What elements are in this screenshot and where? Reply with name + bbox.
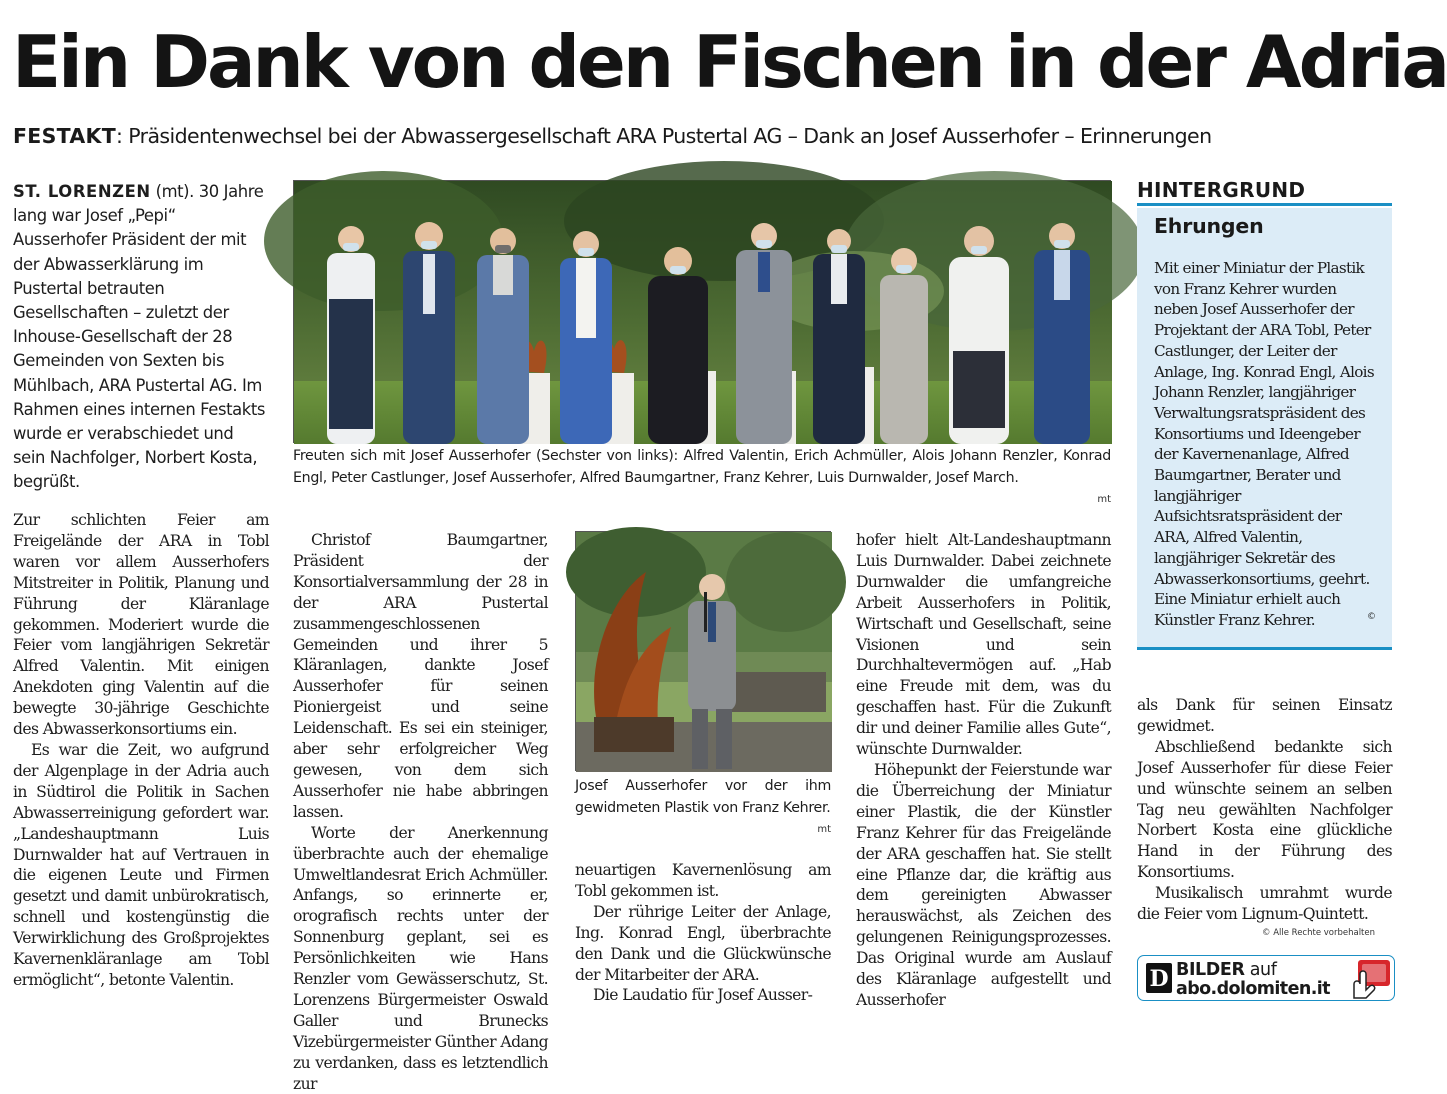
promo-line-1 (1176, 960, 1277, 980)
sidebar-label: HINTERGRUND (1137, 178, 1392, 206)
col1-paragraph-1: Zur schlichten Feier am Freigelände der ARA in Tobl waren vor allem Ausserhofers Mitstreiter in Politik, Planung und Führung der Kläranlage gekommen. Moderiert wurde die Feier vom langjährigen Sekretär Alfred Valentin. Mit einigen Anekdoten ging Valentin auf die bewegte 30-jährige Geschichte des Abwasserkonsortiums ein. (13, 511, 269, 739)
logo-letter: D (1149, 966, 1169, 992)
col5-paragraph-3: Musikalisch umrahmt wurde die Feier vom Lignum-Quintett. (1137, 884, 1392, 924)
tap-hand-icon (1348, 958, 1394, 1000)
portrait-photo-caption: Josef Ausserhofer vor der ihm gewidmeten Plastik von Franz Kehrer. (575, 778, 831, 816)
sidebar-copyright: © (1367, 612, 1376, 622)
subline (13, 122, 1433, 150)
dateline: ST. LORENZEN (13, 182, 151, 201)
sidebar-box (1137, 208, 1392, 650)
column-1 (13, 510, 269, 991)
col3-paragraph-3: Die Laudatio für Josef Ausser- (593, 986, 813, 1005)
column-2 (293, 530, 548, 1094)
col1-paragraph-2: Es war die Zeit, wo aufgrund der Algenplage in der Adria auch in Südtirol die Politik in Sachen Abwasserreinigung gefordert war. „Landeshauptmann Luis Durnwalder hat auf Vertrauen in die eigenen Leute und Firmen gesetzt und damit unbürokratisch, schnell und kostengünstig die Verwirklichung des Großprojektes Kavernenkläranlage am Tobl ermöglicht“, betonte Valentin. (13, 740, 269, 989)
group-photo (293, 180, 1111, 443)
portrait-photo-credit: mt (817, 824, 831, 835)
col5-paragraph-2: Abschließend bedankte sich Josef Ausserhofer für diese Feier und wünschte seinem an selben Tag neu gewählten Nachfolger Norbert Kosta eine glückliche Hand in der Führung des Konsortiums. (1137, 737, 1392, 882)
col3-paragraph-2: Der rührige Leiter der Anlage, Ing. Konrad Engl, überbrachte den Dank und die Glückwünsche der Mitarbeiter der ARA. (575, 902, 831, 984)
promo-line-1-rest: auf (1244, 960, 1277, 980)
subline-kicker: FESTAKT (13, 124, 116, 148)
col5-paragraph-1: als Dank für seinen Einsatz gewidmet. (1137, 696, 1392, 735)
column-4 (856, 530, 1111, 1011)
sidebar-text: Mit einer Miniatur der Plastik von Franz Kehrer wurden neben Josef Ausserhofer der Projektant der ARA Tobl, Peter Castlunger, der Leiter der Anlage, Ing. Konrad Engl, Alois Johann Renzler, langjähriger Verwaltungsratspräsident des Konsortiums und Ideengeber der Kavernenanlage, Alfred Baumgartner, Berater und langjähriger Aufsichtsratspräsident der ARA, Alfred Valentin, langjähriger Sekretär des Abwasserkonsortiums, geehrt. Eine Miniatur erhielt auch Künstler Franz Kehrer. (1154, 259, 1374, 629)
headline: Ein Dank von den Fischen in der Adria (12, 20, 1447, 104)
col4-paragraph-2: Höhepunkt der Feierstunde war die Überreichung der Miniatur einer Plastik, die der Künstler Franz Kehrer für das Freigelände der ARA geschaffen hat. Sie stellt eine Pflanze dar, die kräftig aus dem gereinigten Abwasser herauswächst, als Zeichen des gelungenen Reinigungsprozesses. Das Original wurde am Auslauf des Kläranlage aufgestellt und Ausserhofer (856, 760, 1111, 1009)
group-photo-caption: Freuten sich mit Josef Ausserhofer (Sechster von links): Alfred Valentin, Erich Achmüller, Alois Johann Renzler, Konrad Engl, Peter Castlunger, Josef Ausserhofer, Alfred Baumgartner, Franz Kehrer, Luis Durnwalder, Josef March. (293, 448, 1111, 486)
column-3 (575, 860, 831, 1006)
group-photo-credit: mt (1097, 494, 1111, 505)
lead-paragraph (13, 180, 270, 495)
portrait-photo-image (576, 532, 832, 772)
dolomiten-logo-icon (1144, 962, 1174, 994)
column-5 (1137, 695, 1392, 925)
rights-notice: © Alle Rechte vorbehalten (1262, 928, 1376, 938)
promo-line-1-bold: BILDER (1176, 960, 1245, 980)
promo-url[interactable]: abo.dolomiten.it (1176, 979, 1330, 999)
col4-paragraph-1: hofer hielt Alt-Landeshauptmann Luis Durnwalder. Dabei zeichnete Durnwalder die umfangreiche Arbeit Ausserhofers in Politik, Wirtschaft und Gesellschaft, seine Visionen und sein Durchhaltevermögen auf. „Hab eine Freude mit dem, was du geschaffen hast. Für die Zukunft dir und deiner Familie alles Gute“, wünschte Durnwalder. (856, 531, 1111, 759)
subline-text: : Präsidentenwechsel bei der Abwassergesellschaft ARA Pustertal AG – Dank an Josef Ausserhofer – Erinnerungen (116, 124, 1212, 148)
lead-text: (mt). 30 Jahre lang war Josef „Pepi“ Ausserhofer Präsident der mit der Abwasserklärung im Pustertal betrauten Gesellschaften – zuletzt der Inhouse-Gesellschaft der 28 Gemeinden von Sexten bis Mühlbach, ARA Pustertal AG. Im Rahmen eines internen Festakts wurde er verabschiedet und sein Nachfolger, Norbert Kosta, begrüßt. (13, 182, 266, 492)
group-photo-image (294, 181, 1112, 444)
col2-paragraph-2: Worte der Anerkennung überbrachte auch der ehemalige Umweltlandesrat Erich Achmüller. Anfangs, so erinnerte er, orografisch rechts unter der Sonnenburg geplant, sei es Persönlichkeiten wie Hans Renzler vom Gewässerschutz, St. Lorenzens Bürgermeister Oswald Galler und Brunecks Vizebürgermeister Günther Adang zu verdanken, dass es letztendlich zur (293, 823, 548, 1093)
gallery-promo-link[interactable] (1137, 955, 1395, 1001)
col2-paragraph-1: Christof Baumgartner, Präsident der Konsortialversammlung der 28 in der ARA Pustertal zusammengeschlossenen Gemeinden und ihrer 5 Kläranlagen, dankte Josef Ausserhofer für seinen Pioniergeist und seine Leidenschaft. Es sei ein steiniger, aber sehr erfolgreicher Weg gewesen, von dem sich Ausserhofer nie habe abbringen lassen. (293, 531, 548, 821)
portrait-photo (575, 531, 831, 771)
sidebar-title: Ehrungen (1154, 214, 1264, 238)
col3-paragraph-1: neuartigen Kavernenlösung am Tobl gekommen ist. (575, 861, 831, 900)
